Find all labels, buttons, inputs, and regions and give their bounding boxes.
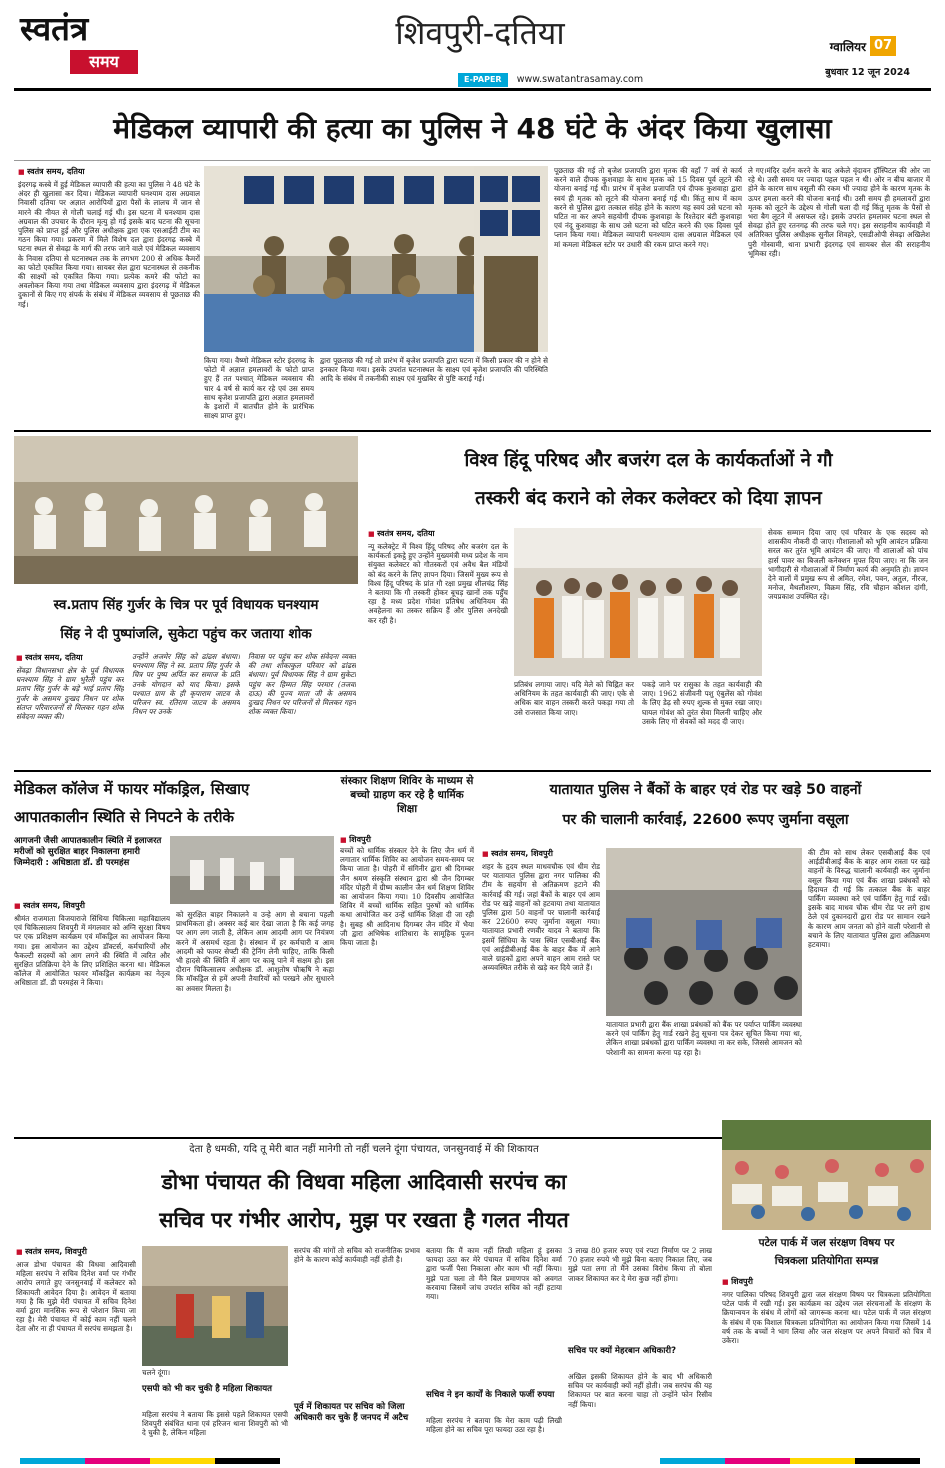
story3-byline: ■ स्वतंत्र समय, दतिया [16,652,126,663]
story8-headline-1: पटेल पार्क में जल संरक्षण विषय पर [758,1237,895,1249]
color-strip-left [20,1458,280,1464]
color-strip-right [660,1458,920,1464]
story1-headline: मेडिकल व्यापारी की हत्या का पुलिस ने 48 घंटे के अंदर किया खुलासा [113,112,832,145]
story-sanskar-shivir [340,774,474,1134]
story1-col5: ले गए।मंदिर दर्शन करने के बाद अकेले वृंदावन हॉस्पिटल की ओर जा रहे थे। उसी समय पर ज्यादा पहल पहल न थी। ओर न बीच बाजार में होने के कारण साथ वसूली की रकम भी ज्यादा होने के कारण मृतक के ऊपर हमला करने की योजना बनाई थी। उसी समय ही हमलावरों द्वारा मृतक को लूटने के उद्देश्य से गोली चला दी गई किंतु मृतक के पैसों से भरा बैग लूटने में असफल रहे। इसके उपरांत हमलावर घटना स्थल से सेवढ़ा होते हुए रतनगढ़ की तरफ चले गए। इस सराहनीय कार्यवाही में अतिरिक्त पुलिस अधीक्षक सुनील शिवहरे, एसडीओपी सेवढ़ा अखिलेश पुरी गोस्वामी, थाना प्रभारी इंदरगढ़ एवं सायबर सेल की सराहनीय भूमिका रही। [748,166,930,258]
painting-competition-photo [722,1120,931,1230]
story2-col4: सेवक सम्मान दिया जाए एवं परिवार के एक सदस्य को शासकीय नौकरी दी जाए। गौशालाओं को भूमि आवंटन प्रक्रिया सरल कर तुरंत भूमि आवंटन की जाए। गौ शालाओं को पांच हार्स पावर का बिजली कनेक्शन मुफ्त दिया जाए। ना कि जन भागीदारी से गौशालाओं में निर्माण कार्य की अनुमति हो। ज्ञापन देने वालों में प्रमुख रूप से अमित, रमेश, पवन, अतुल, नीरज, मनोज, मैथलीशरण, विक्रम सिंह, रवि चौहान कौशल दांगी, जयप्रकाश उपस्थित रहे। [768,528,928,602]
story7-sub1: एसपी को भी कर चुकी है महिला शिकायत [142,1384,272,1394]
story6-headline-1: यातायात पुलिस ने बैंकों के बाहर एवं रोड पर खड़े 50 वाहनों [549,782,862,798]
logo-bottom-text: समय [89,52,119,71]
masthead-rule [14,88,931,91]
story7-photo [142,1246,288,1366]
logo-bottom-box [70,50,138,74]
memorandum-group-photo [514,528,762,676]
story-medical-murder [14,94,931,429]
story1-photo-right [474,166,548,352]
story2-headline-1: विश्व हिंदू परिषद और बजरंग दल के कार्यकर्ताओं ने गौ [464,450,833,471]
story8-col1: नगर पालिका परिषद शिवपुरी द्वारा जल संरक्षण विषय पर चित्रकला प्रतियोगिता पटेल पार्क में रखी गई। इस कार्यक्रम का उद्देश्य जल संरचनाओं के संरक्षण के क्रियान्वयन के संबंध में लोगों को जागरूक करना था। पटेल पार्क में जल संरक्षण के संबंध में एक विशाल चित्रकला प्रतियोगिता का आयोजन किया गया जिसमें 14 वर्ष तक के बच्चों ने भाग लिया और जल संरक्षण पर अपने विचारों को चित्र में उकेरा। [722,1290,931,1346]
story-gurjar-condolence [14,436,358,766]
story3-photo [14,436,358,584]
story7-kicker: देता है धमकी, यदि तू मेरी बात नहीं मानेगी तो नहीं चलने दूंगा पंचायत, जनसुनवाई में की शिकायत [189,1144,539,1155]
story5-col1: बच्चों को धार्मिक संस्कार देने के लिए जैन धर्म में लगातार धार्मिक शिविर का आयोजन समय-समय पर किया जाता है। पोहरी में संगिनीर द्वारा श्री दिगम्बर जैन श्रमण संस्कृति संस्थान द्वारा श्री जैन दिगम्बर मंदिर पोहरी में ग्रीष्म कालीन जैन धर्म शिक्षण शिविर का आयोजन किया गया। 10 दिवसीय आयोजित शिविर में बच्चों धार्मिक सहित पुरुषों को धार्मिक कथा आयोजित कर उन्हें धार्मिक शिक्षा दी जा रही है। सुबह श्री आदिनाथ दिगम्बर जैन मंदिर में भैया जी द्वारा अभिषेक शांतिधारा के सामूहिक पूजन किया जाता है। [340,846,474,948]
story4-headline-2: आपातकालीन स्थिति से निपटने के तरीके [14,808,234,826]
story7-col1: आज डोभा पंचायत की विधवा आदिवासी महिला सरपंच ने सचिव दिनेश वर्मा पर गंभीर आरोप लगाते हुए जनसुनवाई में कलेक्टर को शिकायती आवेदन दिया है। आवेदन में बताया गया है कि मुझे मेरी पंचायत में सचिव दिनेश वर्मा द्वारा मानसिक रूप से परेशान किया जा रहा है। मेरी पंचायत में कोई काम नहीं चलने देता और ना ही पंचायत में सरपंच समझता है। [16,1260,136,1334]
mockdrill-photo [170,836,334,904]
story6-col1: शहर के हृदय स्थल माधवचौक एवं धीम रोड पर यातायात पुलिस द्वारा नगर पालिका की टीम के सहयोग से अतिक्रमण हटाने की कार्रवाई की गई। जहां बैंकों के बाहर एवं आम रोड पर खड़े वाहनों को हटवाया तथा यातायात पुलिस द्वारा 50 वाहनों पर चालानी कार्रवाई कर 22600 रुपए जुर्माना वसूला गया। यातायात प्रभारी रणवीर यादव ने बताया कि इसमें सिंधिया के पास स्थित एसबीआई बैंक एवं आईडीबीआई बैंक के बाहर बैंक में आने वाले ग्राहकों द्वारा अपने वाहन आम रास्ते पर अव्यवस्थित तरीके से खड़े कर दिये जाते हैं। [482,862,600,973]
logo [20,10,138,76]
story6-byline: ■ स्वतंत्र समय, शिवपुरी [482,848,602,859]
story7-sub2: सचिव ने इन कार्यों के निकाले फर्जी रुपया [426,1390,555,1400]
story2-col3: पकड़े जाने पर रासुका के तहत कार्यवाही की जाए। 1962 संजीवनी पशु एंबुलेंस को गोवंश के लिए डेढ़ सौ रुपए शुल्क से मुक्त रखा जाए। घायल गोवंश को तुरंत सेवा मिलनी चाहिए और उसके लिए गो सेवकों को मदद दी जाए। [642,680,762,726]
story4-col2: को सुरक्षित बाहर निकालने व उन्हे आग से बचाना पहली प्राथमिकता हो। अक्सर कई बार देखा जाता है कि कई जगह पर आग लग जाती है, लेकिन आम आदमी आग पर नियंत्रण करने में असमर्थ रहता है। संस्थान में हर कर्मचारी व आम आदमी को फायर सेफ्टी की ट्रेनिंग लेनी चाहिए, ताकि किसी भी हादसे की स्थिति में आग पर काबू पाने में सक्षम हो। इस दौरान चिकित्सालय अधीक्षक डॉ. आशुतोष चौऋषि ने कहा कि मॉकड्रिल से हमें अपनी तैयारियों को परखने और सुधारने का अवसर मिलता है। [176,910,334,993]
story-patel-park-painting [722,1120,931,1462]
rule-1 [14,430,931,432]
story7-col4: अखिल इसकी शिकायत होने के बाद भी अधिकारी सचिव पर कार्यवाही क्यों नहीं होती। जब सरपंच की यह शिकायत पर बात करना चाहा तो उन्होंने फोन रिसीव नहीं किया। [568,1372,712,1409]
story3-col3: निवास पर पहुंच कर शोक संवेदना व्यक्त की तथा शोकाकुल परिवार को ढांढस बंधाया। पूर्व विधायक सिंह ने ग्राम सुकेटा पहुंच कर हिम्मत सिंह परमार (तजवा दाऊ) की पूज्य माता जी के असमय दुःखद निधन पर परिजनों से मिलकर गहन शोक व्यक्त किया। [248,652,356,717]
masthead [0,0,945,92]
story2-col2: प्रतिबंध लगाया जाए। यदि मेले को चिह्नित कर अधिनियम के तहत कार्यवाही की जाए। एके से अधिक बार वाहन तस्करी करते पकड़ा गया तो उसे राजसात किया जाए। [514,680,634,717]
story-traffic-challan [480,774,931,1134]
story7-sub3: पूर्व में शिकायत पर सचिव को जिला अधिकारी कर चुके हैं जनपद में अटैच [294,1402,409,1423]
story8-photo [722,1120,931,1230]
story7-col3: 3 लाख 80 हजार रुपए एवं रपटा निर्माण पर 2 लाख 70 हजार रुपये भी मुझे बिना बताए निकाल लिए, जब मुझे पता लगा तो मैंने उसका विरोध किया तो बोला जाकर शिकायत कर दे मेरा कुछ नहीं होगा। [568,1246,712,1283]
page-number: 07 [870,36,896,56]
issue-date: बुधवार 12 जून 2024 [825,67,910,78]
city-label: ग्वालियर [829,40,866,54]
story4-byline: ■ स्वतंत्र समय, शिवपुरी [14,900,164,911]
story6-col3: की टीम को साथ लेकर एसबीआई बैंक एवं आईडीबीआई बैंक के बाहर आम रास्ता पर खड़े वाहनों के विरुद्ध चालानी कार्यवाही कर जुर्माना वसूल किया गया एवं बैंक शाखा प्रबंधकों को हिदायत दी गई कि तत्काल बैंक के बाहर पार्किंग व्यवस्था करे एवं पार्किंग हेतु गार्ड रखें। इसके बाद माधव चौक धीम रोड पर लगे हाथ ठेले एवं दुकानदारों द्वारा रोड पर सामान रखने के कारण आम जनता को होने वाली परेशानी से बचाने के लिए यातायात पुलिस द्वारा अतिक्रमण हटवाया। [808,848,930,950]
story3-col1: सेंवढ़ा विधानसभा क्षेत्र के पूर्व विधायक घनश्याम सिंह ने ग्राम भुरैली पहुंच कर प्रताप सिंह गुर्जर के बड़े भाई प्रताप सिंह गुर्जर के असमय दुःखद निधन पर शोक संतप्त परिवारजनों से मिलकर गहन शोक संवेदना व्यक्त की। [16,666,124,722]
story4-photo [170,836,334,904]
story1-byline: ■ स्वतंत्र समय, दतिया [18,166,198,177]
section-title: शिवपुरी-दतिया [395,14,565,52]
story7-headline-1: डोभा पंचायत की विधवा महिला आदिवासी सरपंच का [161,1170,567,1194]
story-fire-mockdrill [14,774,334,1134]
condolence-meeting-photo [14,436,358,584]
sarpanch-complaint-photo [142,1246,288,1366]
story3-headline-1: स्व.प्रताप सिंह गुर्जर के चित्र पर पूर्व विधायक घनश्याम [53,597,319,613]
story3-col2: उन्होंने अजमेर सिंह को ढांढस बंधाया। घनश्याम सिंह ने स्व. प्रताप सिंह गुर्जर के चित्र पर पुष्प अर्पित कर समाज के प्रति उनके योगदान को याद किया। इसके पश्चात ग्राम के ही कृपाराम जाटव के परिजन स्व. रतिराम जाटव के असमय निधन पर उनके [132,652,240,717]
story-vhp-memorandum [366,436,931,766]
logo-top-text: स्वतंत्र [20,9,89,48]
epaper-bar [458,67,730,85]
story8-byline: ■ शिवपुरी [722,1276,792,1287]
story1-col2: किया गया। वैष्णो मेडिकल स्टोर इंदरगढ़ के फोटो में अज्ञात हमलावरों के फोटो प्राप्त हुए हैं तत पश्चात् मेडिकल व्यवसाय की चार 4 वर्ष से कार्य कर रहे एवं उस समय साथ बृजेश प्रजापति द्वारा अज्ञात हमलावरों के इशारों में बातचीत होने के प्रारंभिक साक्ष्य प्राप्त हुए। [204,356,314,421]
story7-sub4: सचिव पर क्यों मेहरबान अधिकारी? [568,1346,676,1356]
story-dobha-sarpanch [14,1140,714,1462]
story6-photo [606,848,802,1016]
story7-headline-2: सचिव पर गंभीर आरोप, मुझ पर रखता है गलत नीयत [159,1208,569,1232]
story7-byline: ■ स्वतंत्र समय, शिवपुरी [16,1246,136,1257]
story2-headline-2: तस्करी बंद कराने को लेकर कलेक्टर को दिया ज्ञापन [475,488,822,509]
story7-photo-caption: चलने दूंगा। [142,1368,171,1377]
website[interactable]: www.swatantrasamay.com [516,74,644,85]
story7-col2: बताया कि मैं काम नहीं लिखी महिला हूं इसका फायदा उठा कर मेरे पंचायत में सचिव दिनेश वर्मा द्वारा फर्जी पैसा निकाला और काम भी नहीं किया। मुझे पता चला तो मैंने बिल प्रमाणपत्र को अवगत करवाया जिसमें जांच उपरांत सचिव को नहीं हटाया गया। [426,1246,562,1302]
story8-headline-2: चित्रकला प्रतियोगिता सम्पन्न [774,1255,879,1267]
story1-col3: द्वारा पूछताछ की गई तो प्रारंभ में बृजेश प्रजापति द्वारा घटना में किसी प्रकार की न होने से इनकार किया गया। इसके उपरांत घटनास्थल के साक्ष्य एवं बृजेश प्रजापति की परिस्थिति आदि के संबंध में तकनीकी साक्ष्य एवं मुखबिर से पुष्टि कराई गई। [320,356,548,384]
story2-photo [514,528,762,676]
story4-subhead: आगजनी जैसी आपातकालीन स्थिति में इलाजरत मरीजों को सुरक्षित बाहर निकालना हमारी जिम्मेदारी : अधिष्ठाता डॉ. डी परमहंस [14,836,162,868]
story1-col1: इंदरगढ़ कस्बे में हुई मेडिकल व्यापारी की हत्या का पुलिस ने 48 घंटे के अंदर ही खुलासा कर दिया। मेडिकल व्यापारी घनश्याम दास अग्रवाल निवासी दतिया पर अज्ञात आरोपियों द्वारा पैसों के लालच में जान से मारने की नीयत से गोली चलाई गई थी। इस घटना में घनश्याम दास अग्रवाल की उपचार के दौरान मृत्यु हो गई इसके बाद घटना की सूचना पुलिस को प्राप्त हुई और पुलिस अधीक्षक द्वारा एक एसआईटी टीम का गठन किया गया। प्रकरण में मिले विशेष दल द्वारा इंदरगढ़ कस्बे में घटना स्थल से सेवढ़ा के मार्ग की तरफ जाने वाले एवं मेडिकल व्यवसाय के निवास दतिया से घटनास्थल तक के लगभग 200 से अधिक कैमरों का फोटो एकत्रित किया गया। सायबर सेल द्वारा घटनास्थल से तकनीक की साक्ष्यों को एकत्रित किया गया। प्रत्येक कमरे की फोटो का अवलोकन किया गया तथा मेडिकल व्यवसाय द्वारा इंदरगढ़ में मेडिकल दुकानों से किए गए संपर्क के संबंध में मेडिकल व्यवसाय से पूछताछ की गई। [18,180,200,309]
story1-col4: पूछताछ की गई तो बृजेश प्रजापति द्वारा मृतक की वहाँ 7 वर्ष से कार्य करने वाले दीपक कुशवाहा के साथ मृतक को 15 दिवस पूर्व लूटने की योजना बनाई गई थी। प्रारंभ में बृजेश प्रजापति एवं दीपक कुशवाहा द्वारा स्वयं ही मृतक को लूटने की योजना बनाई गई थी। किंतु साथ में काम करने से पुलिस द्वारा तत्काल संदेह होने के कारण यह स्वयं उसे घटना को घटित ना कर अपने सहयोगी दीपक कुशवाहा के रिश्तेदार बंटी कुशवाहा एवं नंदू कुशवाहा के साथ उसे घटना को घटित करने की एक दिवस पूर्व प्लान किया गया। मेडिकल व्यापारी घनश्याम दास अग्रवाल मेडिकल एवं मां कमला मेडिकल स्टोर पर उधारी की रकम प्राप्त करने गए। [554,166,742,249]
epaper-label: E-PAPER [458,73,508,87]
story3-headline-2: सिंह ने दी पुष्पांजलि, सुकेटा पहुंच कर जताया शोक [60,626,312,642]
story7-col2b: महिला सरपंच ने बताया कि मेरा काम पढ़ी लिखी महिला होने का सचिव पूरा फायदा उठा रहा है। [426,1416,562,1435]
story4-col1: श्रीमंत राजमाता विजयाराजे सिंधिया चिकित्सा महाविद्यालय एवं चिकित्सालय शिवपुरी में मंगलवार को अग्नि सुरक्षा विषय पर एक प्रशिक्षण कार्यक्रम एवं मॉकड्रिल का आयोजन किया गया। इस आयोजन का उद्देश्य डॉक्टर्स, कर्मचारियों और फैकल्टी सदस्यों को आग लगने की स्थिति में त्वरित और सुरक्षित प्रतिक्रिया देने के लिए प्रशिक्षित करना था। मेडिकल कॉलेज में आयोजित फायर मॉकड्रिल कार्यक्रम का नेतृत्व अधिष्ठाता डॉ. डी परमहंस ने किया। [14,914,170,988]
story5-byline: ■ शिवपुरी [340,834,400,845]
rule-2 [14,770,931,772]
story5-headline: संस्कार शिक्षण शिविर के माध्यम से बच्चो ग्राहण कर रहे है धार्मिक शिक्षा [340,775,474,815]
story6-col2: यातायात प्रभारी द्वारा बैंक शाखा प्रबंधकों को बैंक पर पर्याप्त पार्किंग व्यवस्था करने एवं पार्किंग हेतु गार्ड रखने हेतु सूचना पत्र देकर सूचित किया गया था, लेकिन शाखा प्रबंधकों द्वारा पार्किंग व्यवस्था ना कर सके, जिससे आमजन को परेशानी का सामना करना पड़ रहा है। [606,1020,802,1057]
parked-bikes-photo [606,848,802,1016]
story1-rule [14,160,931,161]
story6-headline-2: पर की चालानी कार्रवाई, 22600 रूपए जुर्माना वसूला [562,812,849,828]
story4-headline-1: मेडिकल कॉलेज में फायर मॉकड्रिल, सिखाए [14,780,250,798]
story7-col-b: सरपंच की मांगों तो सचिव को राजनीतिक प्रभाव होने के कारण कोई कार्यवाही नहीं होती है। [294,1246,420,1265]
story2-byline: ■ स्वतंत्र समय, दतिया [368,528,508,539]
story2-col1: न्यू कलेक्ट्रेट में विश्व हिंदू परिषद और बजरंग दल के कार्यकर्ता इकट्ठे हुए उन्होंने मुख्यमंत्री मध्य प्रदेश के नाम संयुक्त कलेक्टर को गौतस्करों एवं अवैध बैल मंडियों को बंद करने के लिए ज्ञापन दिया। जिसमें मुख्य रूप से विश्व हिंदू परिषद के प्रांत गौ रक्षा प्रमुख शीलचंद्र सिंह ने बताया कि गौ तस्करी होकर बूचड़ खानों तक पहुँच रहा है मध्य प्रदेश गोवंश प्रतिषेध अधिनियम की अवहेलना का तस्कर सक्रिय हैं और पुलिस अनदेखी कर रही है। [368,542,508,625]
story7-col-a: महिला सरपंच ने बताया कि इससे पहले शिकायत एसपी शिवपुरी संबंधित थाना एवं हरिजन थाना शिवपुरी को भी दे चुकी है, लेकिन महिला [142,1410,288,1438]
police-banner-photo [474,166,548,352]
